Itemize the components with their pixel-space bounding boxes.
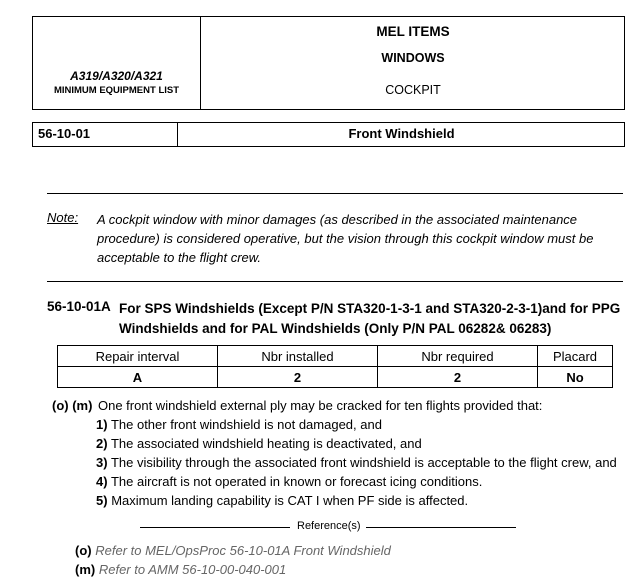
item-title: Front Windshield xyxy=(348,126,455,141)
list-item-text: Maximum landing capability is CAT I when PF side is affected. xyxy=(111,493,469,508)
note-label: Note: xyxy=(47,210,79,225)
table-header-cell: Nbr required xyxy=(378,346,538,367)
item-number: 56-10-01 xyxy=(38,126,91,141)
list-item xyxy=(96,474,482,489)
repair-table xyxy=(57,345,613,388)
table-cell: 2 xyxy=(378,367,538,388)
reference-item xyxy=(75,543,391,558)
note-line: procedure) is considered operative, but the vision through this cockpit window must be xyxy=(97,231,594,246)
table-cell: 2 xyxy=(218,367,378,388)
table-cell: No xyxy=(538,367,613,388)
table-header-cell: Nbr installed xyxy=(218,346,378,367)
note-line: A cockpit window with minor damages (as described in the associated maintenance xyxy=(97,212,578,227)
reference-label: Reference(s) xyxy=(297,520,361,532)
list-name: MINIMUM EQUIPMENT LIST xyxy=(53,85,180,96)
list-item xyxy=(96,417,382,432)
reference-item xyxy=(75,562,286,577)
list-item-text: The visibility through the associated front windshield is acceptable to the flight crew, and xyxy=(110,455,617,470)
note-line: acceptable to the flight crew. xyxy=(97,250,262,265)
divider-top xyxy=(47,193,623,194)
condition-codes: (o) (m) xyxy=(52,398,93,413)
table-header-cell: Placard xyxy=(538,346,613,367)
list-item-number: 3) xyxy=(96,455,108,470)
subitem-title xyxy=(119,299,629,339)
subitem-title-line: Windshields and for PAL Windshields (Only P/N PAL 06282& 06283) xyxy=(119,321,552,336)
subitem-number: 56-10-01A xyxy=(47,299,111,314)
subitem-title-line: For SPS Windshields (Except P/N STA320-1-3-1 and STA320-2-3-1)and for PPG xyxy=(119,301,621,316)
condition-text: One front windshield external ply may be cracked for ten flights provided that: xyxy=(98,398,543,413)
list-item-number: 5) xyxy=(96,493,108,508)
reference-text: Refer to AMM 56-10-00-040-001 xyxy=(98,562,287,577)
table-header-row xyxy=(58,346,613,367)
list-item xyxy=(96,436,422,451)
list-item xyxy=(96,455,617,470)
reference-rule-left xyxy=(140,527,290,528)
table-cell: A xyxy=(58,367,218,388)
subchapter-title: COCKPIT xyxy=(385,83,441,97)
chapter-title: WINDOWS xyxy=(381,51,445,65)
divider-bottom xyxy=(47,281,623,282)
list-item-text: The associated windshield heating is deactivated, and xyxy=(110,436,422,451)
note-text xyxy=(97,210,607,267)
aircraft-type: A319/A320/A321 xyxy=(70,69,163,83)
section-title: MEL ITEMS xyxy=(376,24,450,39)
table-row xyxy=(58,367,613,388)
reference-rule-right xyxy=(366,527,516,528)
reference-text: Refer to MEL/OpsProc 56-10-01A Front Windshield xyxy=(95,543,391,558)
reference-code: (o) xyxy=(75,543,92,558)
list-item-text: The aircraft is not operated in known or forecast icing conditions. xyxy=(110,474,483,489)
table-header-cell: Repair interval xyxy=(58,346,218,367)
reference-code: (m) xyxy=(75,562,96,577)
list-item-number: 4) xyxy=(96,474,108,489)
list-item-text: The other front windshield is not damaged, and xyxy=(110,417,382,432)
list-item-number: 1) xyxy=(96,417,108,432)
list-item xyxy=(96,493,468,508)
list-item-number: 2) xyxy=(96,436,108,451)
